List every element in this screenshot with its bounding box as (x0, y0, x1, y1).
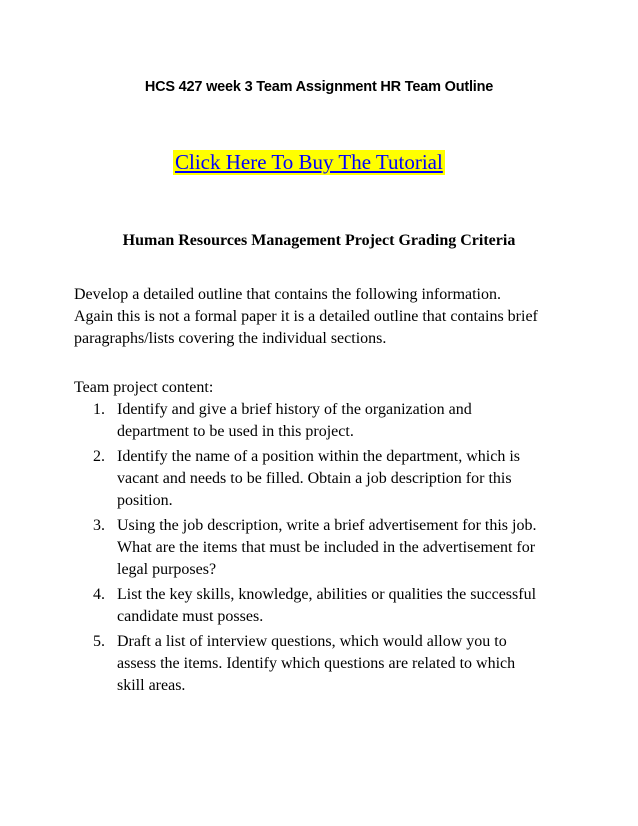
list-item-line: Identify and give a brief history of the organization and (117, 401, 472, 418)
list-item (74, 515, 564, 581)
list-item-line: Draft a list of interview questions, which would allow you to (117, 633, 507, 650)
list-item (74, 399, 564, 443)
list-item-line: List the key skills, knowledge, abilities or qualities the successful (117, 586, 537, 603)
page-title: HCS 427 week 3 Team Assignment HR Team Outline (144, 79, 494, 95)
buy-tutorial-link[interactable]: Click Here To Buy The Tutorial (175, 150, 443, 174)
list-item (74, 631, 564, 697)
team-project-content-label: Team project content: (74, 379, 214, 396)
list-item-number: 2. (93, 448, 105, 465)
list-item-line: department to be used in this project. (117, 423, 354, 440)
intro-line: Again this is not a formal paper it is a detailed outline that contains brief (74, 308, 538, 325)
list-item-number: 3. (93, 517, 105, 534)
list-item-line: What are the items that must be included in the advertisement for (117, 539, 536, 556)
list-item-line: Identify the name of a position within the department, which is (117, 448, 521, 465)
list-item-line: vacant and needs to be filled. Obtain a job description for this (117, 470, 512, 487)
project-task-list (74, 399, 564, 700)
list-item-line: candidate must posses. (117, 608, 264, 625)
intro-paragraph (74, 284, 574, 350)
list-item-line: position. (117, 492, 173, 509)
list-item-line: legal purposes? (117, 561, 217, 578)
list-item-line: assess the items. Identify which questions are related to which (117, 655, 516, 672)
list-item (74, 584, 564, 628)
list-item (74, 446, 564, 512)
list-item-number: 5. (93, 633, 105, 650)
grading-criteria-heading: Human Resources Management Project Grading Criteria (122, 232, 516, 249)
list-item-number: 4. (93, 586, 105, 603)
intro-line: paragraphs/lists covering the individual sections. (74, 330, 387, 347)
list-item-line: skill areas. (117, 677, 186, 694)
list-item-line: Using the job description, write a brief advertisement for this job. (117, 517, 537, 534)
list-item-number: 1. (93, 401, 105, 418)
intro-line: Develop a detailed outline that contains the following information. (74, 286, 501, 303)
